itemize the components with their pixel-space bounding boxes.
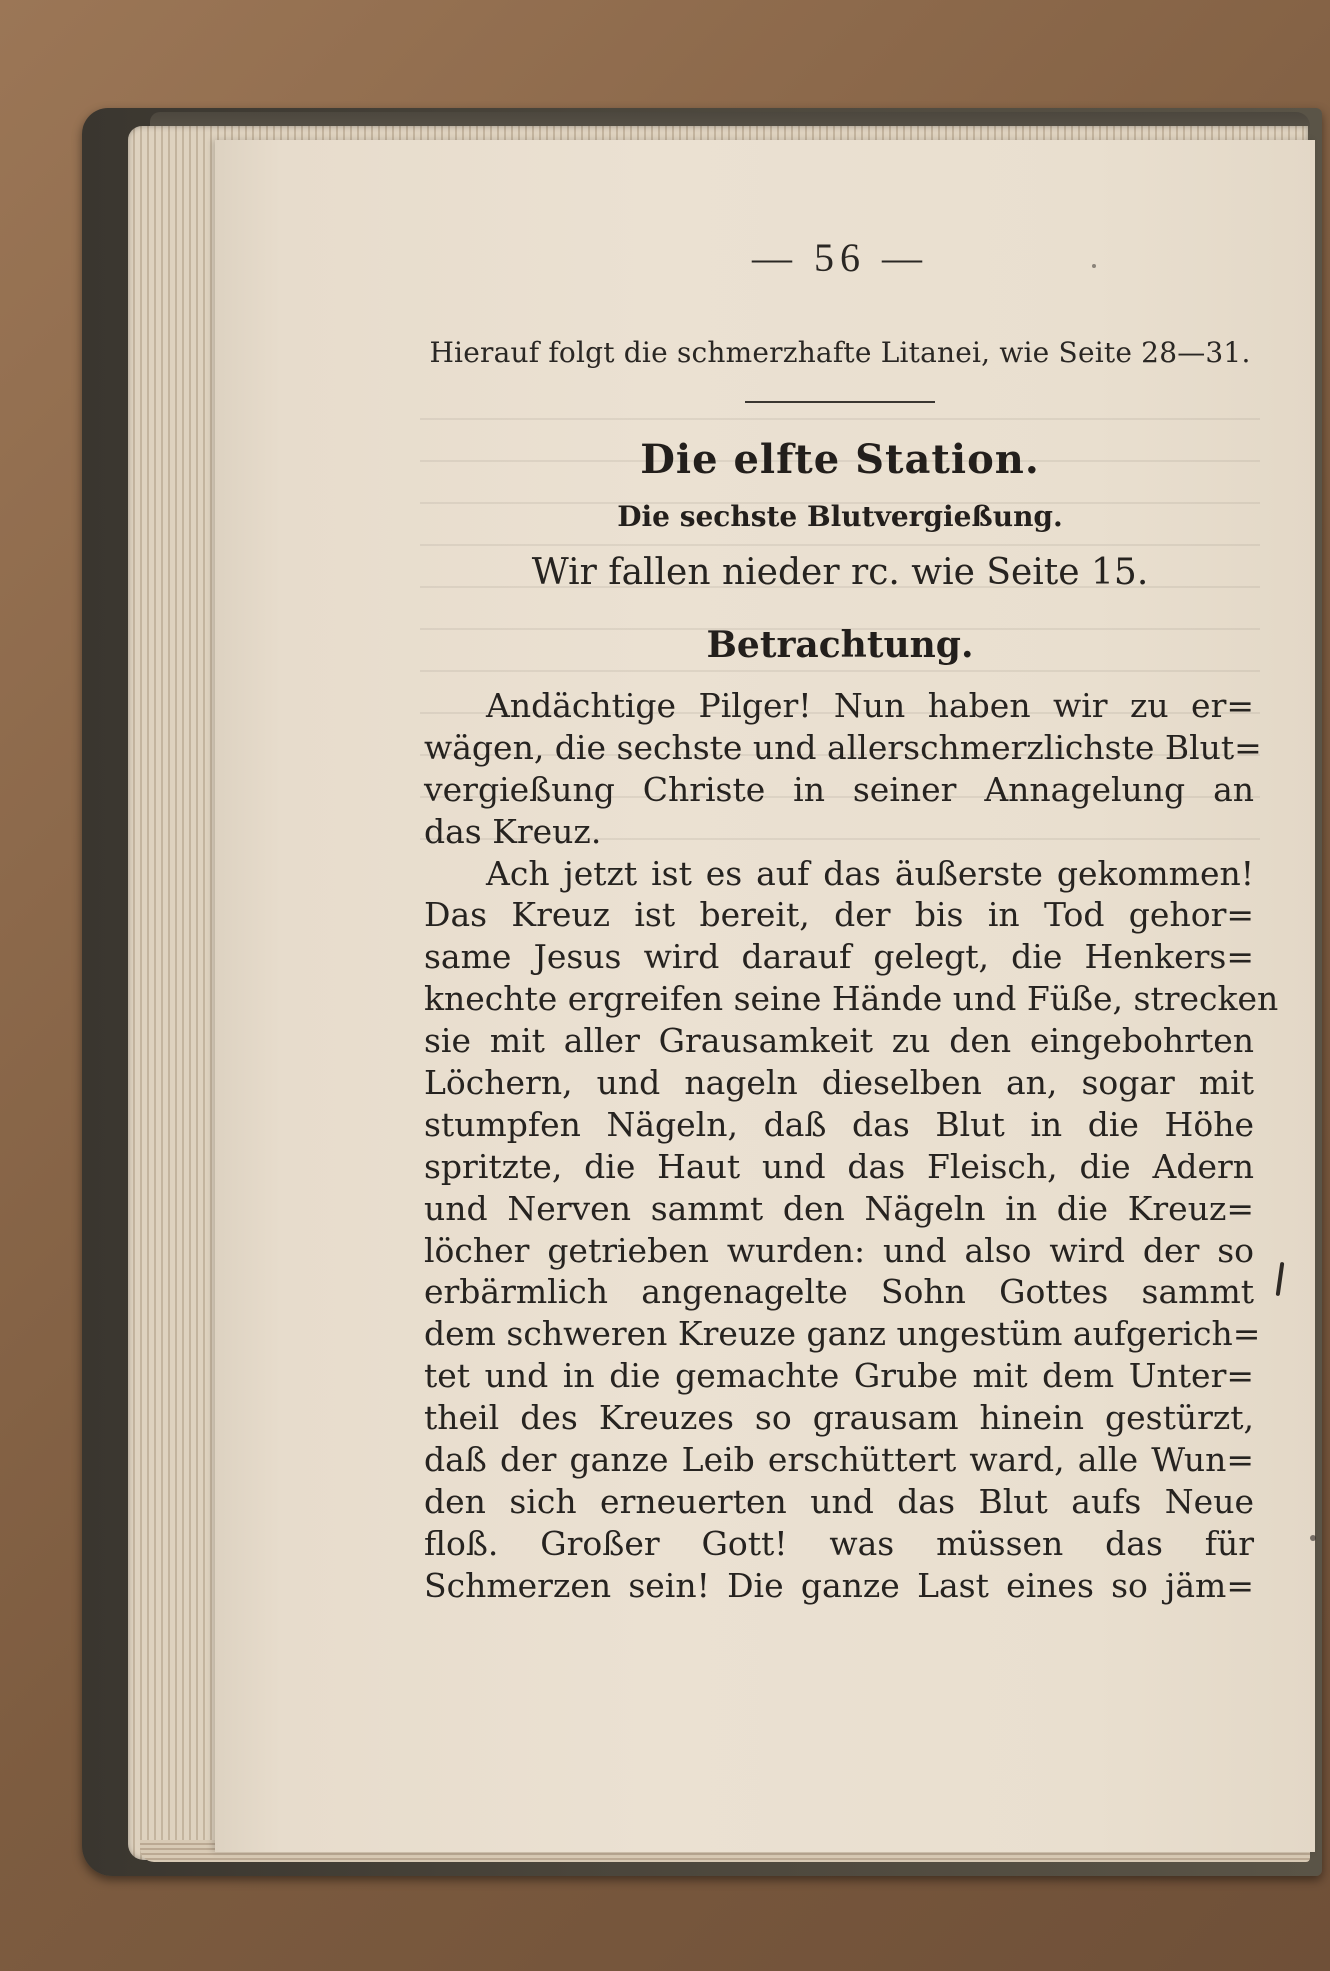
text-line: Löchern, und nageln dieselben an, sogar mit xyxy=(424,1063,1254,1103)
meditation-text xyxy=(424,685,1279,1607)
meditation-heading: Betrachtung. xyxy=(706,624,974,666)
station-subtitle: Die sechste Blutvergießung. xyxy=(617,500,1063,533)
text-line: sie mit aller Grausamkeit zu den eingebohrten xyxy=(424,1021,1254,1061)
text-line: und Nerven sammt den Nägeln in die Kreuz= xyxy=(424,1188,1254,1228)
text-line: floß. Großer Gott! was müssen das für xyxy=(424,1523,1254,1563)
station-title: Die elfte Station. xyxy=(640,436,1040,483)
text-line: dem schweren Kreuze ganz ungestüm aufgerich= xyxy=(424,1314,1261,1354)
text-line: spritzte, die Haut und das Fleisch, die Adern xyxy=(424,1146,1254,1186)
text-line: Schmerzen sein! Die ganze Last eines so jäm= xyxy=(424,1565,1254,1605)
paper-speck xyxy=(1092,264,1096,268)
page-number: — 56 — xyxy=(752,235,928,280)
text-line: den sich erneuerten und das Blut aufs Neue xyxy=(424,1481,1254,1521)
text-line: stumpfen Nägeln, daß das Blut in die Höhe xyxy=(424,1104,1254,1144)
litany-reference: Hierauf folgt die schmerzhafte Litanei, wie Seite 28—31. xyxy=(429,336,1251,369)
text-line: knechte ergreifen seine Hände und Füße, strecken xyxy=(424,979,1279,1019)
text-line: theil des Kreuzes so grausam hinein gestürzt, xyxy=(424,1398,1254,1438)
text-line: same Jesus wird darauf gelegt, die Henkers= xyxy=(424,937,1254,977)
section-divider xyxy=(745,401,935,403)
text-line: das Kreuz. xyxy=(424,811,602,851)
text-line: daß der ganze Leib erschüttert ward, alle Wun= xyxy=(424,1440,1254,1480)
paper-speck xyxy=(1310,1535,1316,1541)
text-line: löcher getrieben wurden: und also wird der so xyxy=(424,1230,1254,1270)
text-line: erbärmlich angenagelte Sohn Gottes sammt xyxy=(424,1272,1254,1312)
text-line: Ach jetzt ist es auf das äußerste gekommen! xyxy=(486,853,1254,893)
text-line: Andächtige Pilger! Nun haben wir zu er= xyxy=(486,686,1254,725)
text-line: vergießung Christe in seiner Annagelung an xyxy=(424,769,1254,809)
text-line: tet und in die gemachte Grube mit dem Unter= xyxy=(424,1356,1254,1396)
prayer-reference: Wir fallen nieder rc. wie Seite 15. xyxy=(531,552,1149,593)
text-line: Das Kreuz ist bereit, der bis in Tod gehor= xyxy=(424,895,1254,935)
text-line: wägen, die sechste und allerschmerzlichste Blut= xyxy=(424,727,1262,767)
